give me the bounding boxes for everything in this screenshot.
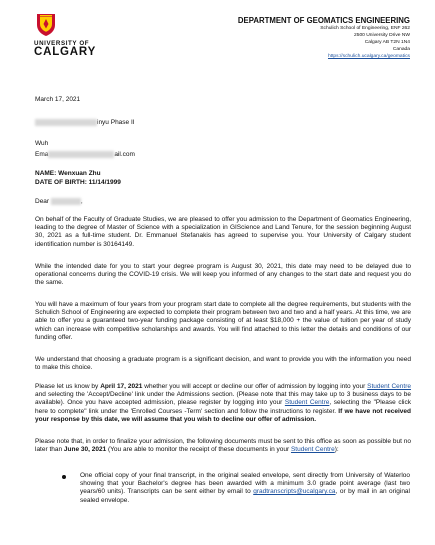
salutation-end: , <box>80 198 83 206</box>
address-line: Calgary AB T2N 1N4 <box>364 40 410 45</box>
student-dob: DATE OF BIRTH: 11/14/1999 <box>35 179 121 186</box>
department-website-link[interactable]: https://schulich.ucalgary.ca/geomatics <box>327 54 410 59</box>
text: Please let us know by <box>35 383 101 390</box>
email-suffix: ail.com <box>114 151 135 159</box>
paragraph-offer: On behalf of the Faculty of Graduate Studies, we are pleased to offer you admission to the Department of Geomatics Engineering, leading to the degree of Master of Science with a specialization in GIScience and Land Tenure, for the session beginning August 30, 2021 as a full-time student. Dr. Emmanuel Stefanakis has agreed to supervise you. Your University of Calgary student identification number is 30164149. <box>35 216 411 248</box>
documents-deadline: June 30, 2021 <box>63 446 107 454</box>
student-centre-link[interactable]: Student Centre <box>284 399 330 407</box>
decline-warning: If we have not received your response by this date, we will assume that you wish to decline our offer of admission. <box>35 407 411 423</box>
text: and selecting the 'Accept/Decline' link under the Admissions section. (Please note that this may take up to 3 business days to be available). Once you have accepted admission, please register by logging into your <box>35 391 411 407</box>
address-line: Schulich School of Engineering, ENF 262 <box>320 26 410 31</box>
salutation-text: Dear <box>35 198 50 206</box>
recipient-address-line <box>35 140 411 148</box>
student-centre-link[interactable]: Student Centre <box>290 446 335 454</box>
text: One official copy of your final transcript, in the original sealed envelope, sent directly from University of Waterloo showing that your Bachelor's degree has been awarded with a minimum 3.0 grade point average (last two years/60 units). Transcripts can be sent either by email to <box>80 472 410 496</box>
bullet-transcript <box>80 472 410 505</box>
address-text: inyu Phase II <box>97 119 135 127</box>
department-header <box>238 16 410 60</box>
recipient-address-line <box>35 119 411 127</box>
paragraph-response <box>35 383 411 424</box>
text: (You are able to monitor the receipt of these documents in your <box>106 446 291 454</box>
transcripts-email-link[interactable]: gradtranscripts@ucalgary.ca <box>253 488 336 496</box>
department-title: DEPARTMENT OF GEOMATICS ENGINEERING <box>237 16 410 25</box>
text: whether you will accept or decline our offer of admission by logging into your <box>142 383 368 390</box>
student-name: NAME: Wenxuan Zhu <box>35 170 101 177</box>
address-line: 2500 University Drive NW <box>354 33 410 38</box>
deadline-date: April 17, 2021 <box>100 383 143 390</box>
letter-date: March 17, 2021 <box>35 96 81 103</box>
address-text: Wuh <box>35 140 49 147</box>
text: ): <box>334 446 339 454</box>
paragraph-documents <box>35 438 411 454</box>
text: , selecting the "Please click here to complete" link under the 'Enrolled Courses -Term' section and follow the instructions to register. <box>35 399 411 415</box>
redaction-blur <box>48 151 114 158</box>
redaction-blur <box>35 119 97 126</box>
paragraph-decision: We understand that choosing a graduate program is a significant decision, and want to provide you with the information you need to make this choice. <box>35 356 411 372</box>
student-centre-link[interactable]: Student Centre <box>367 383 411 390</box>
text: Please note that, in order to finalize your admission, the following documents must be sent to this office as soon as possible but no later than <box>35 438 411 454</box>
salutation <box>35 198 411 206</box>
paragraph-funding: You will have a maximum of four years from your program start date to complete all the degree requirements, but students with the Schulich School of Engineering are expected to complete their program between two and two and a half years. At this time, we are able to offer you a guaranteed two-year funding package consisting of at least $18,000 + the value of tuition per year of study which can increase with competitive scholarships and awards. You will find attached to this letter the details and conditions of our funding offer. <box>35 301 411 341</box>
university-name: CALGARY <box>34 46 97 58</box>
redaction-blur <box>51 198 81 205</box>
text: , or by mail in an original sealed envelope. <box>80 488 410 504</box>
university-of-text: UNIVERSITY OF <box>34 40 90 47</box>
paragraph-start-date: While the intended date for you to start your degree program is August 30, 2021, this date may need to be delayed due to operational concerns during the COVID-19 crisis. We will keep you informed of any changes to the start date and request you do the same. <box>35 263 411 287</box>
email-prefix: Ema <box>35 151 49 159</box>
bullet-icon <box>62 475 66 479</box>
university-crest-icon <box>36 13 56 37</box>
recipient-email-line <box>35 151 411 159</box>
address-line: Canada <box>392 47 410 52</box>
